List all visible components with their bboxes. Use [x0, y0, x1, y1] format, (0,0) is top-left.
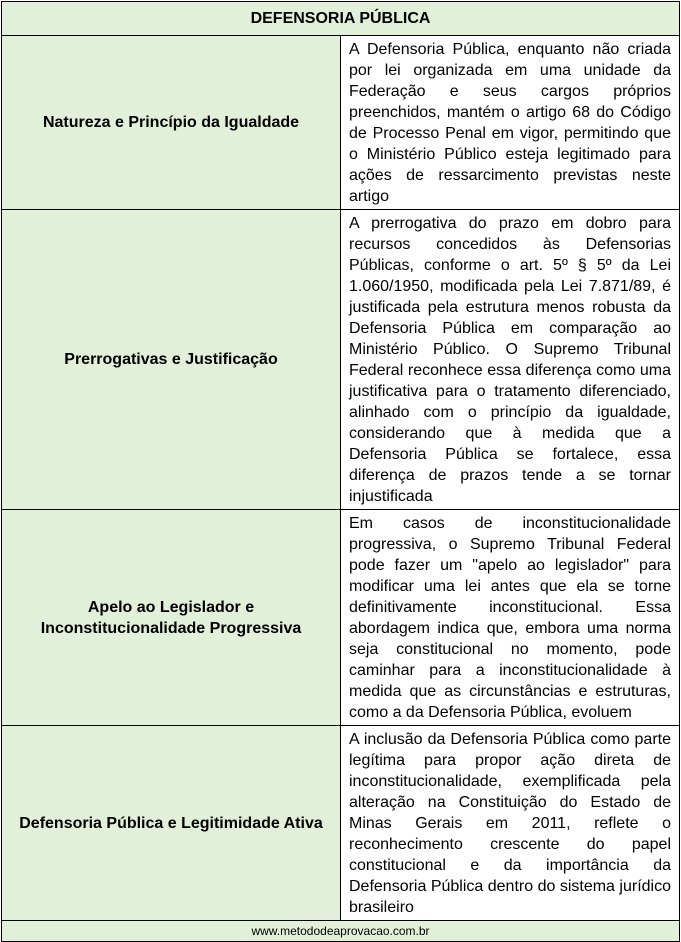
row-heading: Apelo ao Legislador e Inconstitucionalidade Progressiva — [2, 510, 341, 726]
row-heading: Prerrogativas e Justificação — [2, 210, 341, 510]
row-heading: Defensoria Pública e Legitimidade Ativa — [2, 726, 341, 921]
table-row — [2, 726, 680, 921]
footer-row — [2, 921, 680, 942]
row-heading: Natureza e Princípio da Igualdade — [2, 36, 341, 210]
row-text: A Defensoria Pública, enquanto não criada por lei organizada em uma unidade da Federação e seus cargos próprios preenchidos, mantém o artigo 68 do Código de Processo Penal em vigor, permitindo que o Ministério Público esteja legitimado para ações de ressarcimento previstas neste artigo — [341, 36, 680, 210]
footer-url: www.metododeaprovacao.com.br — [2, 921, 680, 942]
table-row — [2, 510, 680, 726]
row-text: A prerrogativa do prazo em dobro para recursos concedidos às Defensorias Públicas, conforme o art. 5º § 5º da Lei 1.060/1950, modificada pela Lei 7.871/89, é justificada pela estrutura menos robusta da Defensoria Pública em comparação ao Ministério Público. O Supremo Tribunal Federal reconhece essa diferença como uma justificativa para o tratamento diferenciado, alinhado com o princípio da igualdade, considerando que à medida que a Defensoria Pública se fortalece, essa diferença de prazos tende a se tornar injustificada — [341, 210, 680, 510]
row-text: A inclusão da Defensoria Pública como parte legítima para propor ação direta de inconstitucionalidade, exemplificada pela alteração na Constituição do Estado de Minas Gerais em 2011, reflete o reconhecimento crescente do papel constitucional e da importância da Defensoria Pública dentro do sistema jurídico brasileiro — [341, 726, 680, 921]
table-row — [2, 210, 680, 510]
table-row — [2, 36, 680, 210]
title-row — [2, 2, 680, 36]
row-text: Em casos de inconstitucionalidade progressiva, o Supremo Tribunal Federal pode fazer um "apelo ao legislador" para modificar uma lei antes que ela se torne definitivamente inconstitucional. Essa abordagem indica que, embora uma norma seja constitucional no momento, pode caminhar para a inconstitucionalidade à medida que as circunstâncias e estruturas, como a da Defensoria Pública, evoluem — [341, 510, 680, 726]
table-title: DEFENSORIA PÚBLICA — [2, 2, 680, 36]
summary-table — [1, 1, 680, 942]
